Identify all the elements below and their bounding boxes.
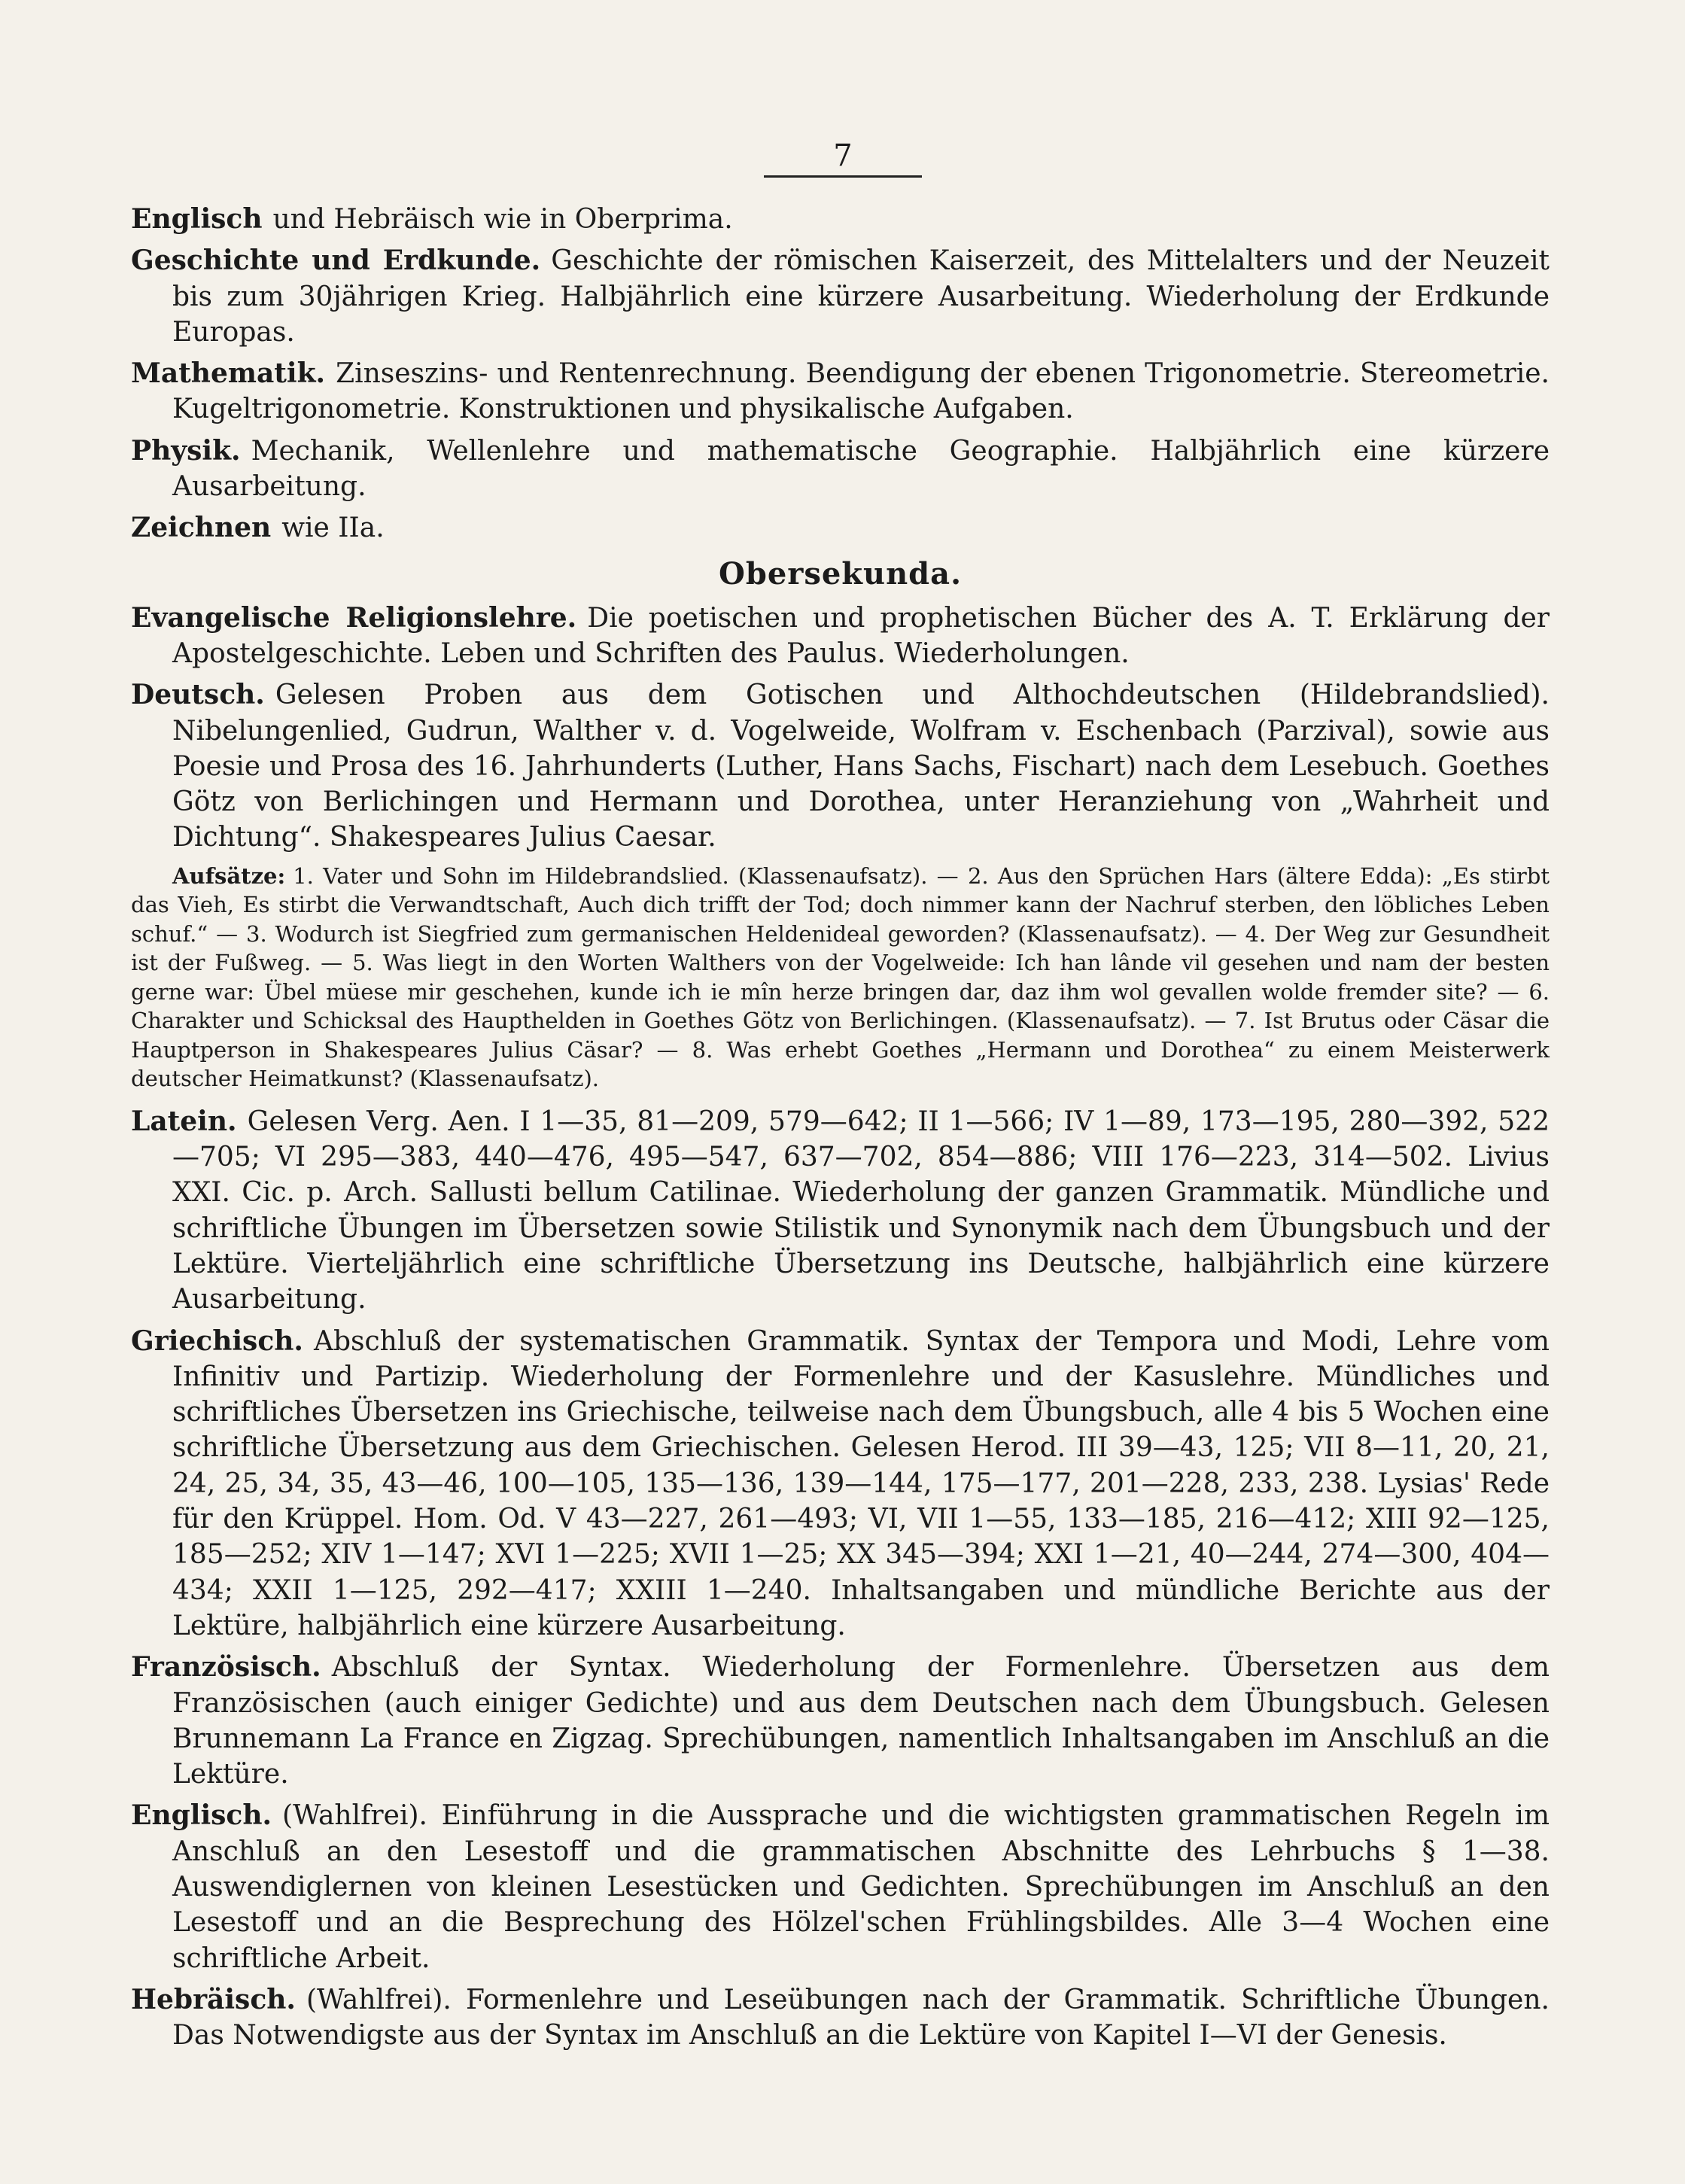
subject-label: Deutsch.: [131, 679, 265, 711]
essay-topics: [131, 862, 1550, 1094]
page-number: 7: [833, 138, 853, 173]
subject-text: (Wahlfrei). Formenlehre und Leseübungen nach der Grammatik. Schriftliche Übungen. Das Notwendigste aus der Syntax im Anschluß an die Lektüre von Kapitel I—VI der Genesis.: [172, 1984, 1550, 2052]
entry-hebraeisch: [131, 1982, 1550, 2054]
entry-englisch-hebraeisch: [131, 202, 1550, 237]
essay-topics-text: 1. Vater und Sohn im Hildebrandslied. (Klassenaufsatz). — 2. Aus den Sprüchen Hars (ältere Edda): „Es stirbt das Vieh, Es stirbt die Verwandtschaft, Auch dich trifft der Tod; doch nimmer kann der Nachruf sterben, den löbliches Leben schuf.“ — 3. Wodurch ist Siegfried zum germanischen Heldenideal geworden? (Klassenaufsatz). — 4. Der Weg zur Gesundheit ist der Fußweg. — 5. Was liegt in den Worten Walthers von der Vogelweide: Ich han lânde vil gesehen und nam der besten gerne war: Übel müese mir geschehen, kunde ich ie mîn herze bringen dar, daz ihm wol gevallen wolde fremder site? — 6. Charakter und Schicksal des Haupthelden in Goethes Götz von Berlichingen. (Klassenaufsatz). — 7. Ist Brutus oder Cäsar die Hauptperson in Shakespeares Julius Cäsar? — 8. Was erhebt Goethes „Hermann und Dorothea“ zu einem Meisterwerk deutscher Heimatkunst? (Klassenaufsatz).: [131, 862, 1550, 1092]
subject-text: Geschichte der römischen Kaiserzeit, des Mittelalters und der Neuzeit bis zum 30jährigen Krieg. Halbjährlich eine kürzere Ausarbeitung. Wiederholung der Erdkunde Europas.: [172, 245, 1550, 348]
entry-latein: [131, 1104, 1550, 1318]
entry-franzoesisch: [131, 1650, 1550, 1792]
subject-label: Evangelische Religionslehre.: [131, 601, 577, 634]
entry-griechisch: [131, 1324, 1550, 1644]
entry-zeichnen: [131, 510, 1550, 546]
subject-label: Physik.: [131, 434, 241, 467]
subject-label: Englisch: [131, 203, 263, 235]
subject-text: Gelesen Verg. Aen. I 1—35, 81—209, 579—642; II 1—566; IV 1—89, 173—195, 280—392, 522—705; VI 295—383, 440—476, 495—547, 637—702, 854—886; VIII 176—223, 314—502. Livius XXI. Cic. p. Arch. Sallusti bellum Catilinae. Wiederholung der ganzen Grammatik. Mündliche und schriftliche Übungen im Übersetzen sowie Stilistik und Synonymik nach dem Übungsbuch und der Lektüre. Vierteljährlich eine schriftliche Übersetzung ins Deutsche, halbjährlich eine kürzere Ausarbeitung.: [172, 1106, 1550, 1316]
section-heading-obersekunda: Obersekunda.: [719, 555, 962, 592]
subject-text: Zinseszins- und Rentenrechnung. Beendigung der ebenen Trigonometrie. Stereometrie. Kugeltrigonometrie. Konstruktionen und physikalische Aufgaben.: [172, 358, 1550, 425]
entry-deutsch: [131, 677, 1550, 855]
subject-text: Gelesen Proben aus dem Gotischen und Althochdeutschen (Hildebrandslied). Nibelungenlied, Gudrun, Walther v. d. Vogelweide, Wolfram v. Eschenbach (Parzival), sowie aus Poesie und Prosa des 16. Jahrhunderts (Luther, Hans Sachs, Fischart) nach dem Lesebuch. Goethes Götz von Berlichingen und Hermann und Dorothea, unter Heranziehung von „Wahrheit und Dichtung“. Shakespeares Julius Caesar.: [172, 680, 1550, 853]
subject-text: Mechanik, Wellenlehre und mathematische Geographie. Halbjährlich eine kürzere Ausarbeitung.: [172, 435, 1550, 503]
subject-label: Englisch.: [131, 1799, 272, 1832]
entry-physik: [131, 433, 1550, 505]
entry-englisch: [131, 1798, 1550, 1976]
subject-text: Abschluß der Syntax. Wiederholung der Formenlehre. Übersetzen aus dem Französischen (auch einiger Gedichte) und aus dem Deutschen nach dem Übungsbuch. Gelesen Brunnemann La France en Zigzag. Sprechübungen, namentlich Inhaltsangaben im Anschluß an die Lektüre.: [172, 1652, 1550, 1790]
subject-text: und Hebräisch wie in Oberprima.: [272, 204, 733, 235]
subject-label: Französisch.: [131, 1651, 321, 1684]
subject-text: wie IIa.: [281, 513, 385, 544]
subject-label: Hebräisch.: [131, 1983, 296, 2015]
subject-text: Abschluß der systematischen Grammatik. Syntax der Tempora und Modi, Lehre vom Infinitiv und Partizip. Wiederholung der Formenlehre und der Kasuslehre. Mündliches und schriftliches Übersetzen ins Griechische, teilweise nach dem Übungsbuch, alle 4 bis 5 Wochen eine schriftliche Übersetzung aus dem Griechischen. Gelesen Herod. III 39—43, 125; VII 8—11, 20, 21, 24, 25, 34, 35, 43—46, 100—105, 135—136, 139—144, 175—177, 201—228, 233, 238. Lysias' Rede für den Krüppel. Hom. Od. V 43—227, 261—493; VI, VII 1—55, 133—185, 216—412; XIII 92—125, 185—252; XIV 1—147; XVI 1—225; XVII 1—25; XX 345—394; XXI 1—21, 40—244, 274—300, 404—434; XXII 1—125, 292—417; XXIII 1—240. Inhaltsangaben und mündliche Berichte aus der Lektüre, halbjährlich eine kürzere Ausarbeitung.: [172, 1325, 1550, 1641]
subject-label: Geschichte und Erdkunde.: [131, 245, 541, 277]
subject-label: Zeichnen: [131, 512, 272, 544]
subject-label: Latein.: [131, 1105, 237, 1137]
subject-text: Die poetischen und prophetischen Bücher des A. T. Erklärung der Apostelgeschichte. Leben und Schriften des Paulus. Wiederholungen.: [172, 602, 1550, 669]
subject-label: Griechisch.: [131, 1325, 303, 1357]
subject-label: Mathematik.: [131, 357, 326, 390]
essay-topics-label: Aufsätze:: [172, 862, 286, 889]
entry-religionslehre: [131, 601, 1550, 672]
body-text: [131, 202, 1550, 2059]
entry-geschichte-erdkunde: [131, 243, 1550, 350]
subject-text: (Wahlfrei). Einführung in die Aussprache und die wichtigsten grammatischen Regeln im Anschluß an den Lesestoff und die grammatischen Abschnitte des Lehrbuchs § 1—38. Auswendiglernen von kleinen Lesestücken und Gedichten. Sprechübungen im Anschluß an den Lesestoff und an die Besprechung des Hölzel'schen Frühlingsbildes. Alle 3—4 Wochen eine schriftliche Arbeit.: [172, 1800, 1550, 1974]
page-number-rule: [764, 175, 922, 178]
entry-mathematik: [131, 356, 1550, 427]
